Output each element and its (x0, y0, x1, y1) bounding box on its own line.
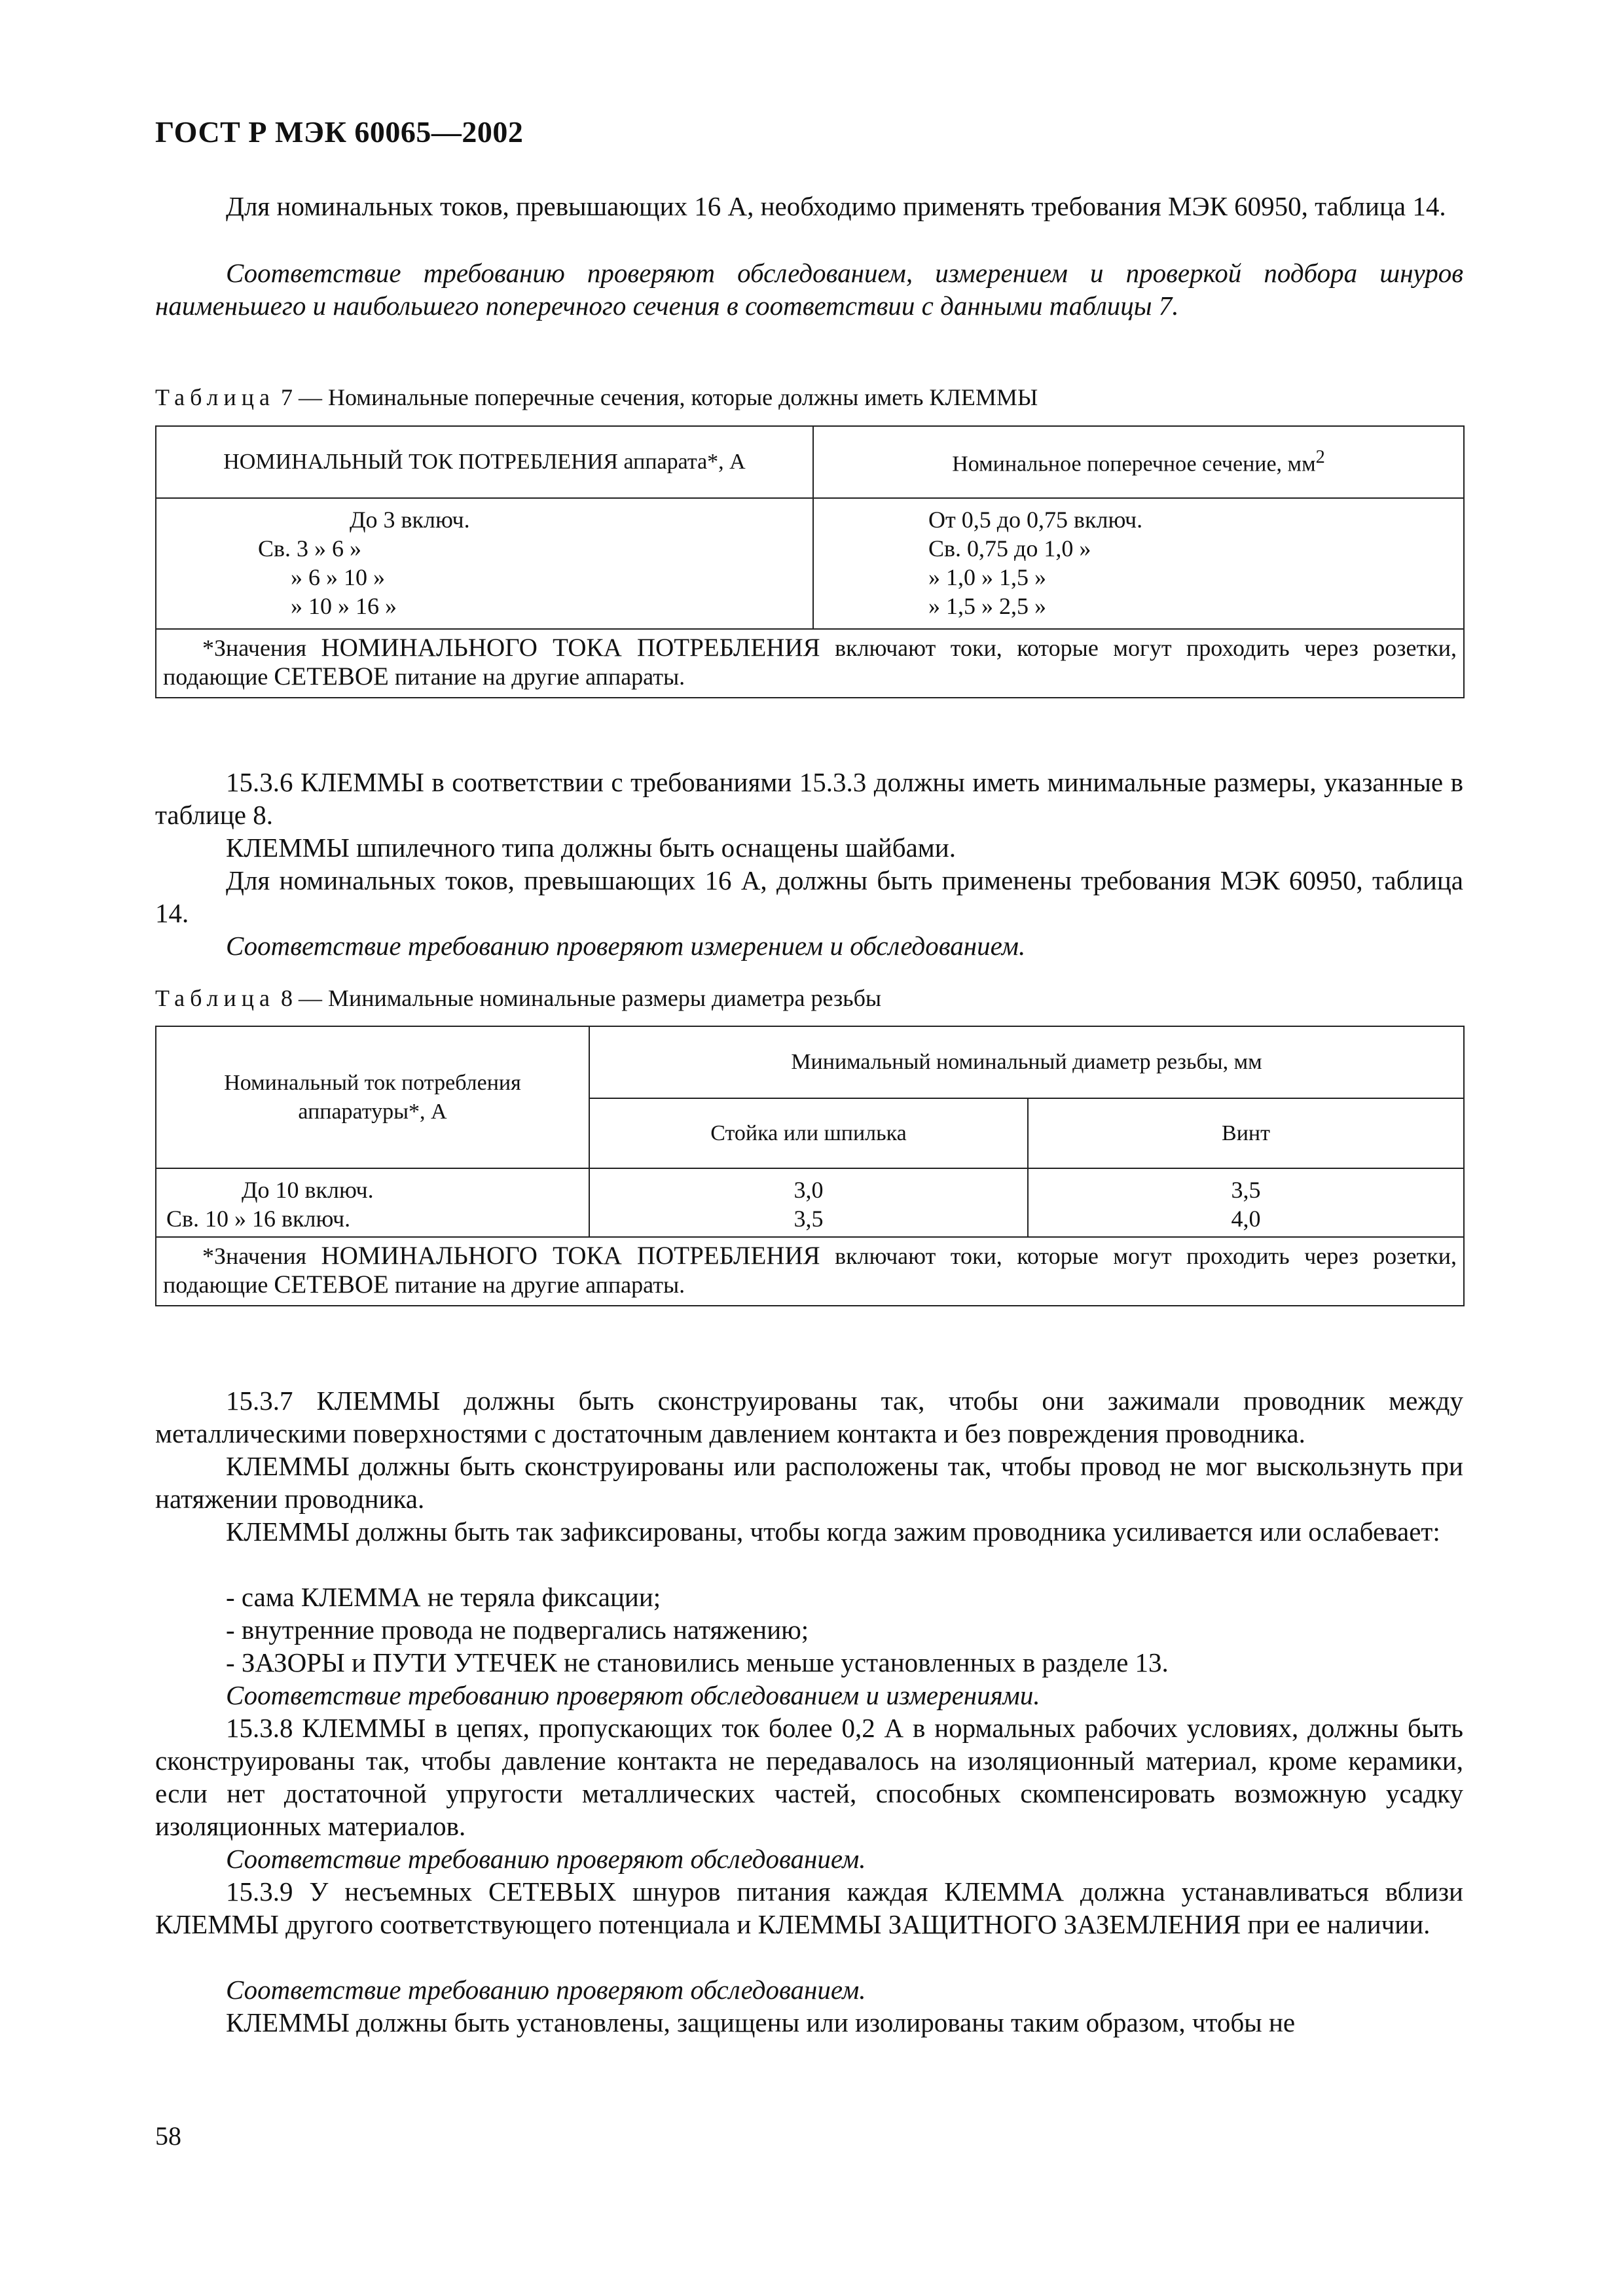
list-item: - внутренние провода не подвергались натяжению; (226, 1615, 809, 1645)
table7-caption-word: Таблица (155, 384, 275, 410)
paragraph: 15.3.9 У несъемных СЕТЕВЫХ шнуров питания каждая КЛЕММА должна устанавливаться вблизи КЛЕММЫ другого соответствующего потенциала и КЛЕММЫ ЗАЩИТНОГО ЗАЗЕМЛЕНИЯ при ее наличии. (155, 1876, 1463, 1939)
table7-col2-header (813, 426, 1464, 498)
compliance-paragraph: Соответствие требованию проверяют обследованием и измерениями. (226, 1680, 1040, 1710)
table-cell: » 10 » 16 » (291, 593, 397, 619)
footnote-bold: СЕТЕВОЕ (274, 662, 389, 691)
table8-group-header: Минимальный номинальный диаметр резьбы, мм (589, 1026, 1464, 1098)
list-item: - ЗАЗОРЫ и ПУТИ УТЕЧЕК не становились меньше установленных в разделе 13. (226, 1647, 1169, 1677)
table8-col2-rows (589, 1168, 1028, 1237)
paragraph: 15.3.8 КЛЕММЫ в цепях, пропускающих ток более 0,2 А в нормальных рабочих условиях, должны быть сконструированы так, чтобы давление контакта не передавалось на изоляционный материал, кроме керамики, если нет достаточной упругости металлических частей, способных скомпенсировать возможную усадку изоляционных материалов. (155, 1713, 1463, 1841)
table8-col1-header-text: Номинальный ток потребления аппаратуры*, А (224, 1070, 521, 1124)
paragraph: КЛЕММЫ шпилечного типа должны быть оснащены шайбами. (226, 833, 956, 863)
table-cell: 4,0 (1231, 1206, 1261, 1232)
table-8 (155, 1026, 1465, 1306)
footnote-text: питание на другие аппараты. (388, 664, 685, 690)
table7-col1-header: НОМИНАЛЬНЫЙ ТОК ПОТРЕБЛЕНИЯ аппарата*, А (156, 426, 813, 498)
table-cell: 3,0 (793, 1177, 824, 1203)
table7-caption-text: 7 — Номинальные поперечные сечения, которые должны иметь КЛЕММЫ (274, 384, 1038, 410)
paragraph: 15.3.6 КЛЕММЫ в соответствии с требованиями 15.3.3 должны иметь минимальные размеры, указанные в таблице 8. (155, 767, 1463, 830)
table-cell: До 3 включ. (350, 507, 470, 533)
table8-caption-word: Таблица (155, 985, 275, 1011)
table-cell: 3,5 (793, 1206, 824, 1232)
table7-col2-header-sup: 2 (1315, 447, 1325, 468)
table7-col2-header-text: Номинальное поперечное сечение, мм (952, 452, 1316, 476)
paragraph: Для номинальных токов, превышающих 16 А, необходимо применять требования МЭК 60950, таблица 14. (226, 191, 1446, 221)
footnote-text: включают токи, которые могут проходить через розетки, подающие (163, 1243, 1457, 1298)
table8-col1-rows (156, 1168, 589, 1237)
table-cell: Св. 10 » 16 включ. (166, 1206, 351, 1232)
table-cell: » 6 » 10 » (291, 564, 385, 590)
page-number: 58 (155, 2121, 181, 2151)
paragraph: КЛЕММЫ должны быть так зафиксированы, чтобы когда зажим проводника усиливается или ослабевает: (226, 1516, 1440, 1547)
compliance-paragraph: Соответствие требованию проверяют обследованием, измерением и проверкой подбора шнуров наименьшего и наибольшего поперечного сечения в соответствии с данными таблицы 7. (155, 258, 1463, 321)
table-cell: » 1,5 » 2,5 » (928, 593, 1046, 619)
compliance-paragraph: Соответствие требованию проверяют обследованием. (226, 1844, 866, 1874)
table7-footnote (156, 629, 1464, 698)
paragraph: КЛЕММЫ должны быть установлены, защищены или изолированы таким образом, чтобы не (226, 2007, 1296, 2037)
paragraph: КЛЕММЫ должны быть сконструированы или расположены так, чтобы провод не мог выскользнуть при натяжении проводника. (155, 1451, 1463, 1514)
footnote-bold: НОМИНАЛЬНОГО ТОКА ПОТРЕБЛЕНИЯ (321, 634, 820, 662)
table7-caption (155, 383, 1038, 412)
footnote-text: питание на другие аппараты. (388, 1272, 685, 1298)
table7-col1-rows (156, 498, 813, 629)
paragraph: Для номинальных токов, превышающих 16 А, должны быть применены требования МЭК 60950, таблица 14. (155, 865, 1463, 928)
footnote-text: включают токи, которые могут проходить через розетки, подающие (163, 635, 1457, 690)
table-cell: 3,5 (1231, 1177, 1261, 1203)
table-cell: » 1,0 » 1,5 » (928, 564, 1046, 590)
footnote-text: *Значения (202, 1243, 321, 1269)
compliance-paragraph: Соответствие требованию проверяют обследованием. (226, 1975, 866, 2005)
table7-col2-rows (813, 498, 1464, 629)
table-cell: До 10 включ. (242, 1177, 374, 1203)
table-cell: Св. 0,75 до 1,0 » (928, 535, 1091, 562)
footnote-text: *Значения (202, 635, 321, 661)
table8-col1-header (156, 1026, 589, 1168)
table8-footnote (156, 1237, 1464, 1306)
footnote-bold: НОМИНАЛЬНОГО ТОКА ПОТРЕБЛЕНИЯ (321, 1242, 820, 1270)
paragraph: 15.3.7 КЛЕММЫ должны быть сконструированы так, чтобы они зажимали проводник между металлическими поверхностями с достаточным давлением контакта и без повреждения проводника. (155, 1386, 1463, 1448)
document-header: ГОСТ Р МЭК 60065—2002 (155, 115, 524, 149)
table-7 (155, 425, 1465, 698)
table8-caption-text: 8 — Минимальные номинальные размеры диаметра резьбы (274, 985, 882, 1011)
table8-sub-header-screw: Винт (1028, 1098, 1464, 1168)
table8-sub-header-stand: Стойка или шпилька (589, 1098, 1028, 1168)
table8-caption (155, 984, 881, 1013)
footnote-bold: СЕТЕВОЕ (274, 1270, 389, 1299)
table-cell: Св. 3 » 6 » (258, 535, 362, 562)
table8-col3-rows (1028, 1168, 1464, 1237)
list-item: - сама КЛЕММА не теряла фиксации; (226, 1582, 661, 1612)
compliance-paragraph: Соответствие требованию проверяют измерением и обследованием. (226, 931, 1026, 961)
table-cell: От 0,5 до 0,75 включ. (928, 507, 1143, 533)
